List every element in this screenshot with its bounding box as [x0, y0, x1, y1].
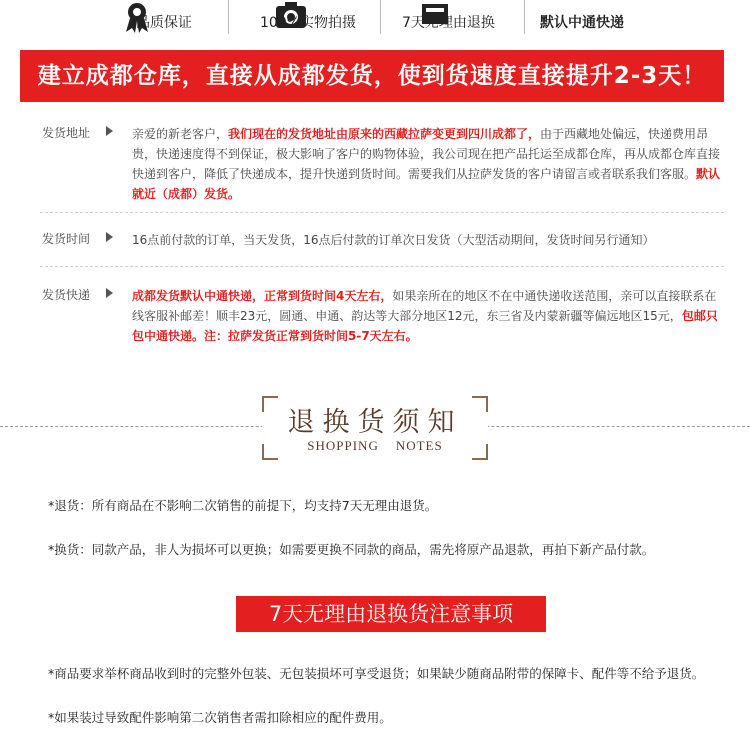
- arrow-right-icon: [106, 126, 113, 136]
- badge-label: 品质保证: [136, 15, 192, 31]
- info-text-highlight: 包邮只包中通快递。注：拉萨发货正常到货时间5-7天左右。: [132, 309, 718, 343]
- info-row-time: [42, 230, 722, 250]
- rule-packaging: *商品要求举杯商品收到时的完整外包装、无包装损坏可享受退货；如果缺少随商品附带的保障卡、配件等不给予退货。: [48, 666, 705, 681]
- info-row-express: [42, 286, 722, 346]
- info-value: [132, 286, 722, 346]
- section-title: 7天无理由退换货注意事项: [236, 596, 546, 632]
- info-key: 发货时间: [42, 232, 91, 246]
- rule-return: *退货：所有商品在不影响二次销售的前提下，均支持7天无理由退货。: [48, 498, 438, 513]
- info-text-highlight: 我们现在的发货地址由原来的西藏拉萨变更到四川成都了，: [228, 127, 541, 141]
- notes-heading: [262, 396, 488, 460]
- info-text: 16点前付款的订单，当天发货，16点后付款的订单次日发货（大型活动期间，发货时间另行通知）: [132, 233, 655, 247]
- divider: [40, 212, 724, 213]
- arrow-right-icon: [106, 288, 113, 298]
- notes-title: 退换货须知: [287, 407, 463, 438]
- info-row-address: [42, 124, 722, 204]
- arrow-right-icon: [106, 232, 113, 242]
- info-key: 发货地址: [42, 126, 91, 140]
- info-text: 如果亲所在的地区不在中通快递收送范围，亲可以直接联系在线客服补邮差！顺丰23元，圆通、申通、韵达等大部分地区12元，东三省及内蒙新疆等偏远地区15元，: [132, 289, 717, 323]
- divider: [40, 266, 724, 267]
- badge-label: 100%实物拍摄: [260, 15, 357, 31]
- divider: [524, 0, 525, 34]
- info-text-highlight: 成都发货默认中通快递，正常到货时间4天左右，: [132, 289, 393, 303]
- notes-subtitle: SHOPPING NOTES: [307, 438, 443, 453]
- rule-exchange: *换货：同款产品，非人为损坏可以更换；如需要更换不同款的商品，需先将原产品退款，再拍下新产品付款。: [48, 542, 655, 557]
- info-value: [132, 230, 722, 250]
- info-text: 亲爱的新老客户，: [132, 127, 229, 141]
- divider: [228, 0, 229, 34]
- info-text: 由于西藏地处偏远，快递费用昂贵，快递速度得不到保证，极大影响了客户的购物体验，我公司现在把产品托运至成都仓库，再从成都仓库直接快递到客户，降低了快递成本，提升快递到货时间。需要我们从拉萨发货的客户请留言或者联系我们客服。: [132, 127, 721, 181]
- warehouse-banner: 建立成都仓库，直接从成都发货，使到货速度直接提升2-3天！: [20, 50, 724, 102]
- feature-badges: [0, 0, 750, 40]
- rule-accessories: *如果装过导致配件影响第二次销售者需扣除相应的配件费用。: [48, 710, 392, 725]
- info-key: 发货快递: [42, 288, 91, 302]
- badge-label: 7天无理由退换: [402, 15, 495, 31]
- info-text-highlight: 默认就近（成都）发货。: [132, 167, 721, 201]
- info-value: [132, 124, 722, 204]
- badge-label: 默认中通快递: [540, 15, 624, 31]
- divider: [380, 0, 381, 34]
